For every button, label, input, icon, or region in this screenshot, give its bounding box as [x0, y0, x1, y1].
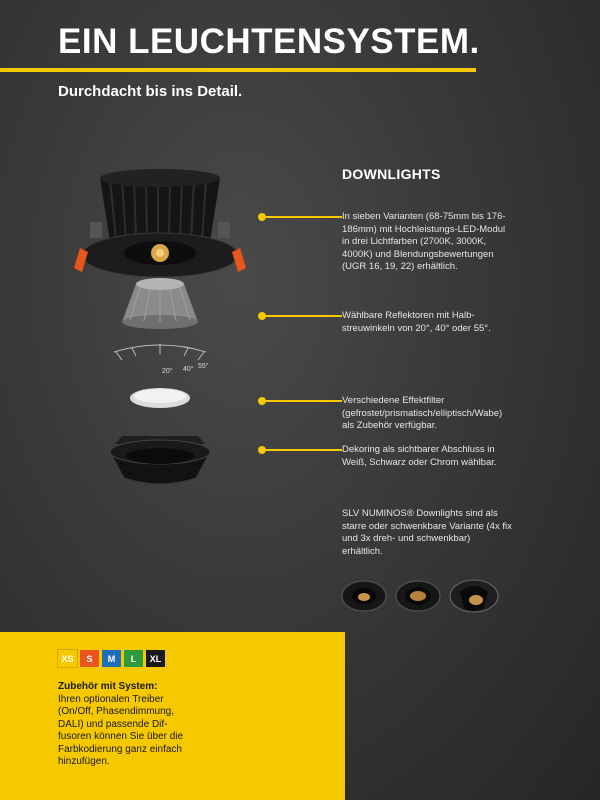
beam-angle-label: 55° [198, 363, 209, 370]
size-code-m: M [102, 650, 121, 667]
decor-ring-image [110, 436, 210, 484]
accessory-info-title: Zubehör mit System: [58, 681, 158, 692]
beam-angle-diagram [114, 344, 206, 360]
page-subtitle: Durchdacht bis ins Detail. [58, 83, 243, 100]
fixed-downlight-thumbnail [394, 576, 442, 616]
downlight-exploded-illustration [70, 160, 250, 500]
feature-filters-text: Verschiedene Effektfilter (gefrostet/prismatisch/elliptisch/Wabe) als Zubehör verfügbar. [342, 395, 503, 431]
feature-variants-text: In sieben Varianten (68-75mm bis 176-186mm) mit Hochleistungs-LED-Modul in drei Lichtfarben (2700K, 3000K, 4000K) und Blendungsbewertungen (UGR 16, 19, 22) erhältlich. [342, 211, 506, 272]
feature-decor-ring-text: Dekoring als sichtbarer Abschluss in Weiß, Schwarz oder Chrom wählbar. [342, 444, 497, 468]
size-code-l: L [124, 650, 143, 667]
feature-reflectors-text: Wählbare Reflektoren mit Halb-streuwinkeln von 20°, 40° oder 55°. [342, 310, 491, 334]
size-code-legend [58, 650, 165, 667]
swivel-downlight-thumbnail [448, 576, 500, 620]
reflector-image [122, 278, 198, 329]
size-code-xl: XL [146, 650, 165, 667]
page-title: EIN LEUCHTENSYSTEM. [58, 22, 480, 61]
accessory-info-body: Ihren optionalen Treiber (On/Off, Phasendimmung, DALI) und passende Dif-fusoren können Sie über die Farbkodierung ganz einfach hinzufügen. [58, 693, 184, 767]
size-code-s: S [80, 650, 99, 667]
effect-filter-image [130, 388, 190, 408]
beam-angle-label: 40° [183, 366, 194, 373]
beam-angle-label: 20° [162, 368, 173, 375]
section-heading-downlights: DOWNLIGHTS [342, 166, 441, 182]
fixed-downlight-thumbnail [340, 576, 388, 616]
title-underline [0, 68, 476, 72]
size-code-xs: XS [58, 650, 77, 667]
accessory-info [58, 681, 200, 769]
variant-thumbnails [340, 576, 500, 620]
feature-variants-fix-swivel-text: SLV NUMINOS® Downlights sind als starre oder schwenkbare Variante (4x fix und 3x dreh- und schwenkbar) erhältlich. [342, 508, 512, 557]
downlight-housing-image [74, 169, 246, 277]
